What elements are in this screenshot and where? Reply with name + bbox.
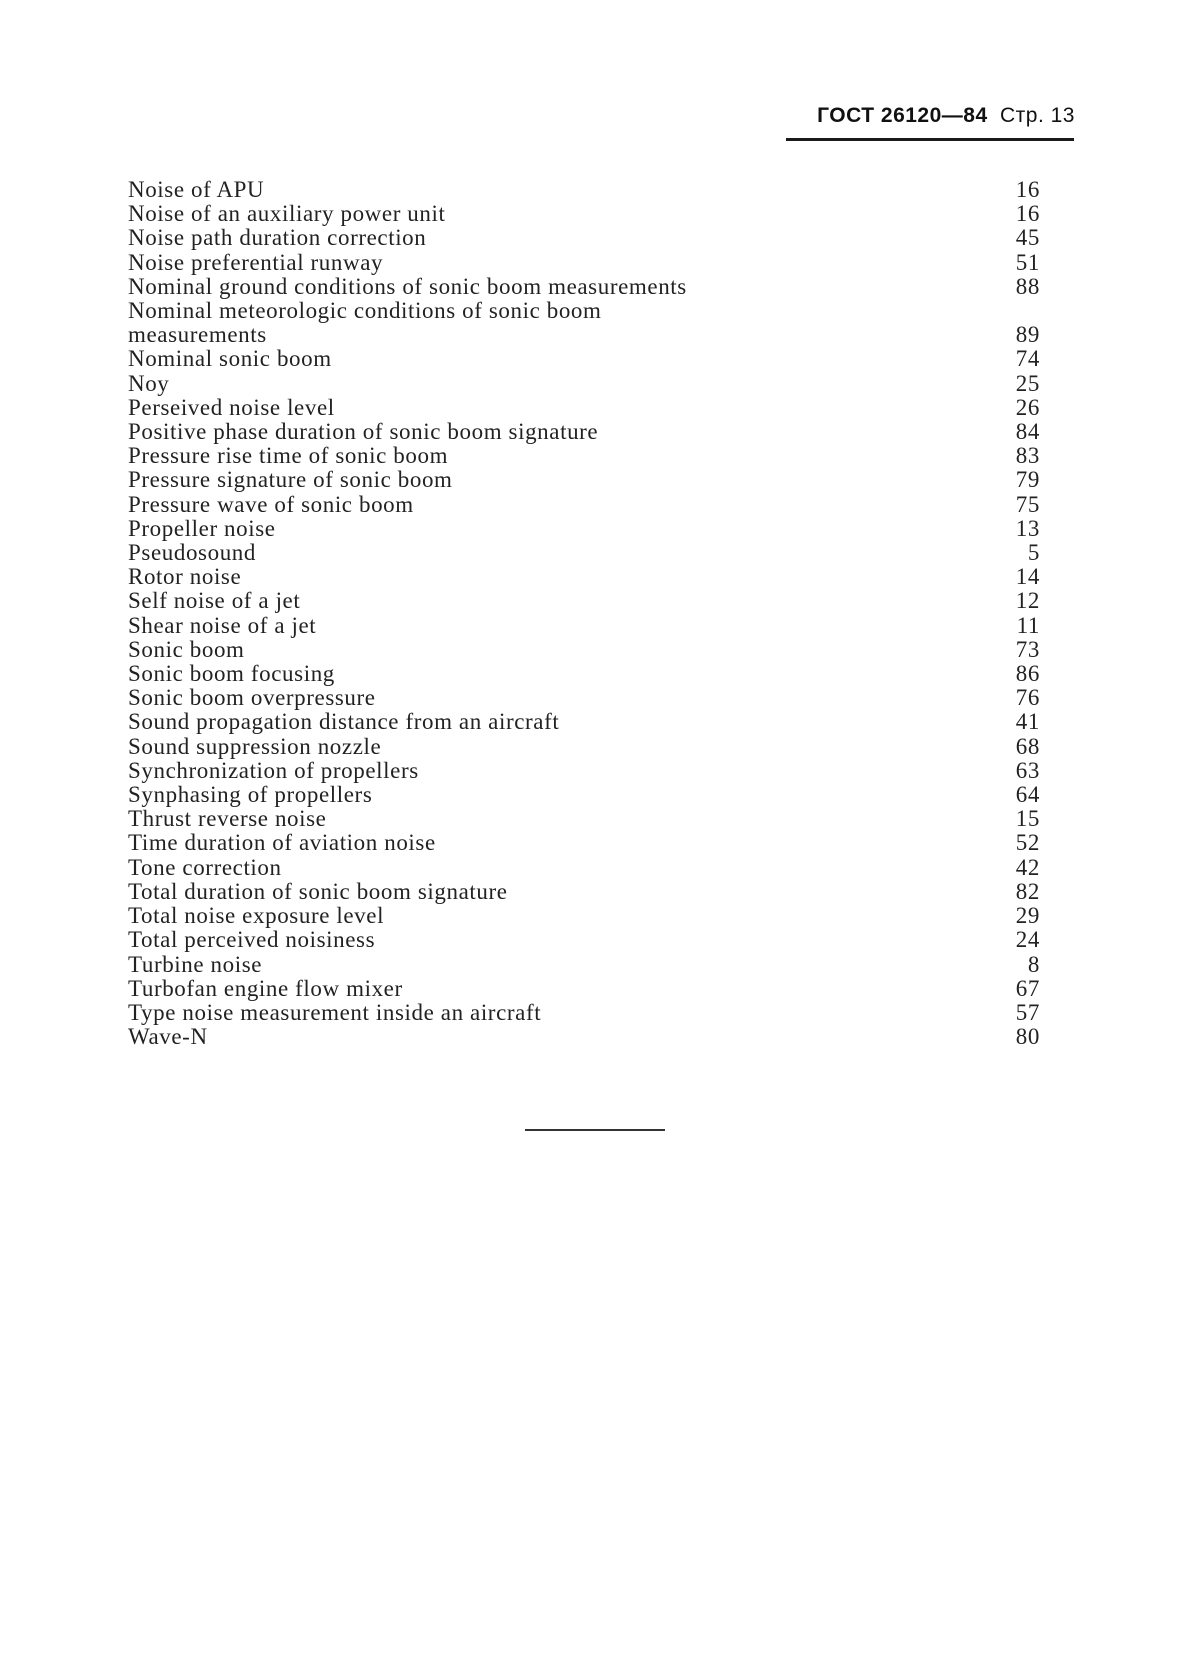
index-entry — [128, 831, 1040, 855]
index-term: Nominal meteorologic conditions of sonic boom measurements — [128, 298, 602, 348]
index-term: Rotor noise — [128, 564, 242, 590]
index-entry — [128, 275, 1040, 299]
index-term: Pseudosound — [128, 540, 257, 566]
index-page-number: 63 — [1015, 757, 1040, 783]
index-page-number: 25 — [1015, 370, 1040, 396]
index-entry — [128, 759, 1040, 783]
index-page-number: 82 — [1015, 878, 1040, 904]
index-entry — [128, 372, 1040, 396]
index-term: Nominal sonic boom — [128, 346, 332, 372]
index-term: Total noise exposure level — [128, 903, 385, 929]
index-term: Pressure signature of sonic boom — [128, 467, 453, 493]
index-page-number: 45 — [1015, 225, 1040, 251]
index-page-number: 16 — [1015, 201, 1040, 227]
index-term: Turbine noise — [128, 951, 263, 977]
index-entry — [128, 589, 1040, 613]
index-list — [128, 178, 1040, 1049]
index-entry — [128, 638, 1040, 662]
index-term: Time duration of aviation noise — [128, 830, 436, 856]
index-entry — [128, 468, 1040, 492]
index-page-number: 26 — [1015, 394, 1040, 420]
index-term: Noise path duration correction — [128, 225, 427, 251]
index-term: Perseived noise level — [128, 394, 335, 420]
index-entry — [128, 541, 1040, 565]
index-entry — [128, 396, 1040, 420]
index-entry — [128, 856, 1040, 880]
index-term: Sonic boom overpressure — [128, 685, 376, 711]
index-term: Sound propagation distance from an aircraft — [128, 709, 560, 735]
index-page-number: 12 — [1015, 588, 1040, 614]
index-page-number: 83 — [1015, 443, 1040, 469]
index-page-number: 51 — [1015, 249, 1040, 275]
index-page-number: 86 — [1015, 661, 1040, 687]
index-entry — [128, 299, 1040, 347]
index-term: Pressure rise time of sonic boom — [128, 443, 449, 469]
index-term: Self noise of a jet — [128, 588, 301, 614]
header-rule — [786, 138, 1074, 141]
index-page-number: 88 — [1015, 273, 1040, 299]
index-entry — [128, 420, 1040, 444]
index-page-number: 14 — [1015, 564, 1040, 590]
index-entry — [128, 953, 1040, 977]
index-page-number: 8 — [1027, 951, 1040, 977]
index-entry — [128, 178, 1040, 202]
index-entry — [128, 662, 1040, 686]
index-entry — [128, 710, 1040, 734]
index-term: Noise of APU — [128, 177, 265, 202]
index-page-number: 80 — [1015, 1024, 1040, 1050]
index-page-number: 16 — [1015, 177, 1040, 202]
index-term: Noise preferential runway — [128, 249, 384, 275]
index-entry — [128, 904, 1040, 928]
page-header — [817, 104, 1075, 128]
index-page-number: 68 — [1015, 733, 1040, 759]
index-term: Total duration of sonic boom signature — [128, 878, 508, 904]
index-page-number: 11 — [1016, 612, 1040, 638]
index-page-number: 76 — [1015, 685, 1040, 711]
index-term: Sonic boom — [128, 636, 245, 662]
index-term: Thrust reverse noise — [128, 806, 327, 832]
index-entry — [128, 202, 1040, 226]
index-page-number: 73 — [1015, 636, 1040, 662]
end-rule — [525, 1129, 665, 1131]
index-term: Sound suppression nozzle — [128, 733, 382, 759]
index-entry — [128, 493, 1040, 517]
index-term: Sonic boom focusing — [128, 661, 335, 687]
index-page-number: 74 — [1015, 346, 1040, 372]
index-page-number: 89 — [1015, 322, 1040, 348]
index-term: Nominal ground conditions of sonic boom measurements — [128, 273, 687, 299]
index-page-number: 84 — [1015, 419, 1040, 445]
index-entry — [128, 807, 1040, 831]
index-entry — [128, 517, 1040, 541]
index-page-number: 67 — [1015, 975, 1040, 1001]
index-page-number: 5 — [1027, 540, 1040, 566]
index-entry — [128, 977, 1040, 1001]
index-entry — [128, 226, 1040, 250]
index-entry — [128, 928, 1040, 952]
index-term: Positive phase duration of sonic boom signature — [128, 419, 599, 445]
index-page-number: 57 — [1015, 999, 1040, 1025]
index-term: Tone correction — [128, 854, 282, 880]
index-page-number: 75 — [1015, 491, 1040, 517]
index-term: Noy — [128, 370, 170, 396]
index-entry — [128, 614, 1040, 638]
index-page-number: 52 — [1015, 830, 1040, 856]
index-term: Total perceived noisiness — [128, 927, 376, 953]
index-entry — [128, 880, 1040, 904]
index-entry — [128, 444, 1040, 468]
index-entry — [128, 565, 1040, 589]
index-entry — [128, 347, 1040, 371]
index-term: Pressure wave of sonic boom — [128, 491, 414, 517]
index-page-number: 64 — [1015, 782, 1040, 808]
index-entry — [128, 735, 1040, 759]
index-entry — [128, 1001, 1040, 1025]
standard-number: ГОСТ 26120—84 — [817, 104, 988, 127]
index-entry — [128, 783, 1040, 807]
index-page-number: 15 — [1015, 806, 1040, 832]
index-term: Wave-N — [128, 1024, 208, 1050]
page-number: Стр. 13 — [1000, 104, 1075, 127]
index-term: Synphasing of propellers — [128, 782, 373, 808]
index-entry — [128, 1025, 1040, 1049]
index-term: Propeller noise — [128, 515, 276, 541]
index-term: Type noise measurement inside an aircraft — [128, 999, 542, 1025]
index-term: Turbofan engine flow mixer — [128, 975, 403, 1001]
index-entry — [128, 686, 1040, 710]
index-page-number: 41 — [1015, 709, 1040, 735]
index-term: Shear noise of a jet — [128, 612, 317, 638]
index-entry — [128, 251, 1040, 275]
index-page-number: 29 — [1015, 903, 1040, 929]
index-term: Synchronization of propellers — [128, 757, 419, 783]
index-page-number: 24 — [1015, 927, 1040, 953]
index-page-number: 79 — [1015, 467, 1040, 493]
index-term: Noise of an auxiliary power unit — [128, 201, 446, 227]
index-page-number: 13 — [1015, 515, 1040, 541]
index-page-number: 42 — [1015, 854, 1040, 880]
